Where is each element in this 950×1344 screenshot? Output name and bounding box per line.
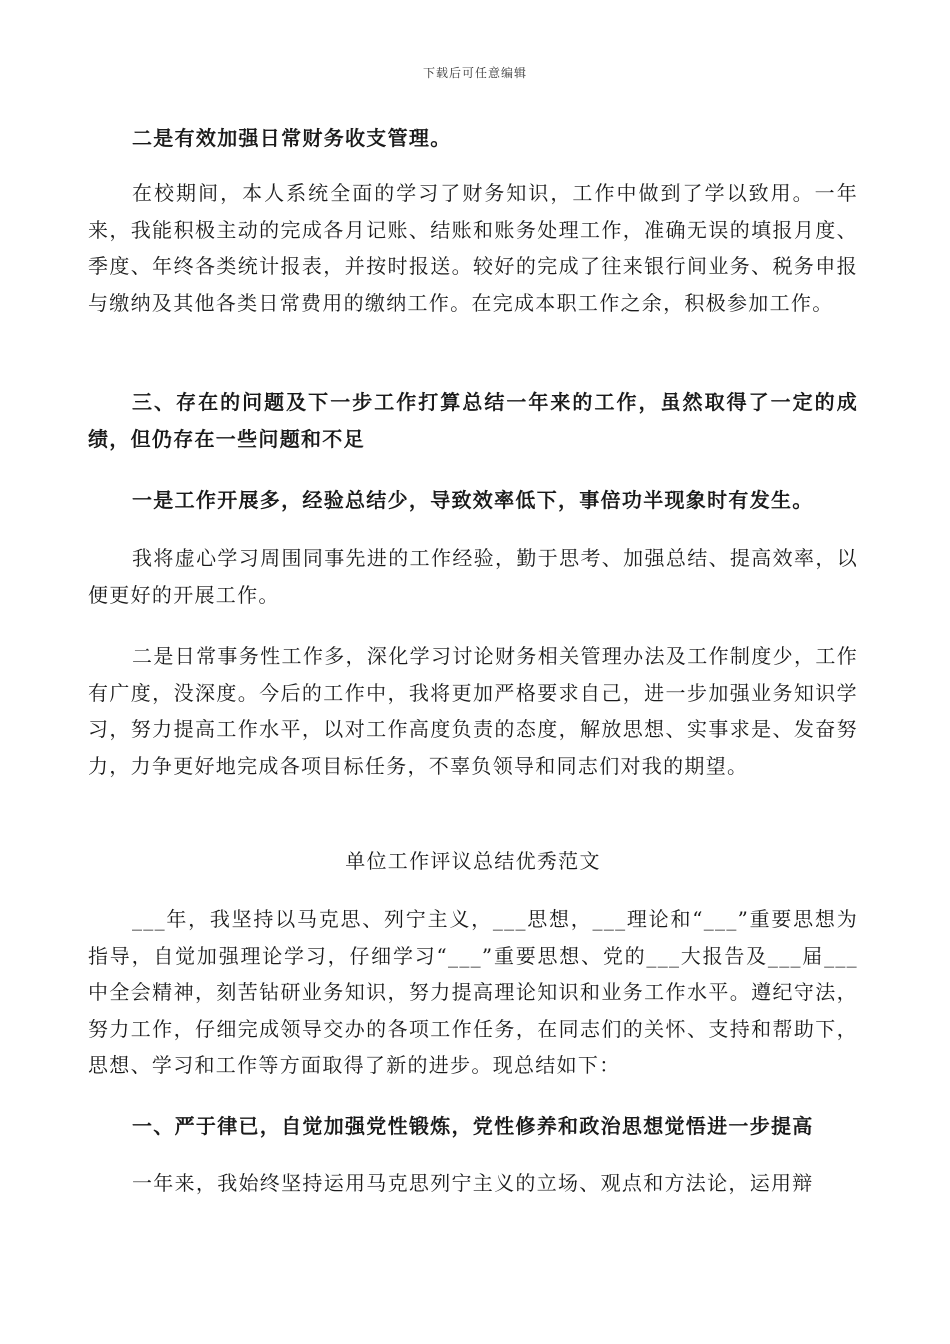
paragraph-heading-finance: 二是有效加强日常财务收支管理。 [132, 126, 452, 150]
document-title: 单位工作评议总结优秀范文 [345, 849, 601, 873]
section-heading-discipline: 一、严于律已，自觉加强党性锻炼，党性修养和政治思想觉悟进一步提高 [132, 1114, 814, 1138]
paragraph-finance-work: 在校期间，本人系统全面的学习了财务知识，工作中做到了学以致用。一年来，我能积极主动的完成各月记账、结账和账务处理工作，准确无误的填报月度、季度、年终各类统计报表，并按时报送。较好的完成了往来银行间业务、税务申报与缴纳及其他各类日常费用的缴纳工作。在完成本职工作之余，积极参加工作。 [88, 181, 858, 315]
page-header: 下载后可任意编辑 [422, 66, 527, 80]
section-heading-problems: 三、存在的问题及下一步工作打算总结一年来的工作，虽然取得了一定的成绩，但仍存在一些问题和不足 [88, 390, 858, 451]
paragraph-improvement-plan: 我将虚心学习周围同事先进的工作经验，勤于思考、加强总结、提高效率，以便更好的开展工作。 [88, 546, 858, 607]
paragraph-heading-problem-one: 一是工作开展多，经验总结少，导致效率低下，事倍功半现象时有发生。 [132, 488, 814, 512]
paragraph-discipline-body: 一年来，我始终坚持运用马克思列宁主义的立场、观点和方法论，运用辩 [132, 1171, 814, 1195]
paragraph-intro: ___年，我坚持以马克思、列宁主义，___思想，___理论和“___”重要思想为指导，自觉加强理论学习，仔细学习“___”重要思想、党的___大报告及___届___中全会精神，刻苦钻研业务知识，努力提高理论知识和业务工作水平。遵纪守法，努力工作，仔细完成领导交办的各项工作任务，在同志们的关怀、支持和帮助下，思想、学习和工作等方面取得了新的进步。现总结如下： [88, 907, 858, 1077]
paragraph-problem-two: 二是日常事务性工作多，深化学习讨论财务相关管理办法及工作制度少，工作有广度，没深度。今后的工作中，我将更加严格要求自己，进一步加强业务知识学习，努力提高工作水平，以对工作高度负责的态度，解放思想、实事求是、发奋努力，力争更好地完成各项目标任务，不辜负领导和同志们对我的期望。 [88, 644, 858, 778]
